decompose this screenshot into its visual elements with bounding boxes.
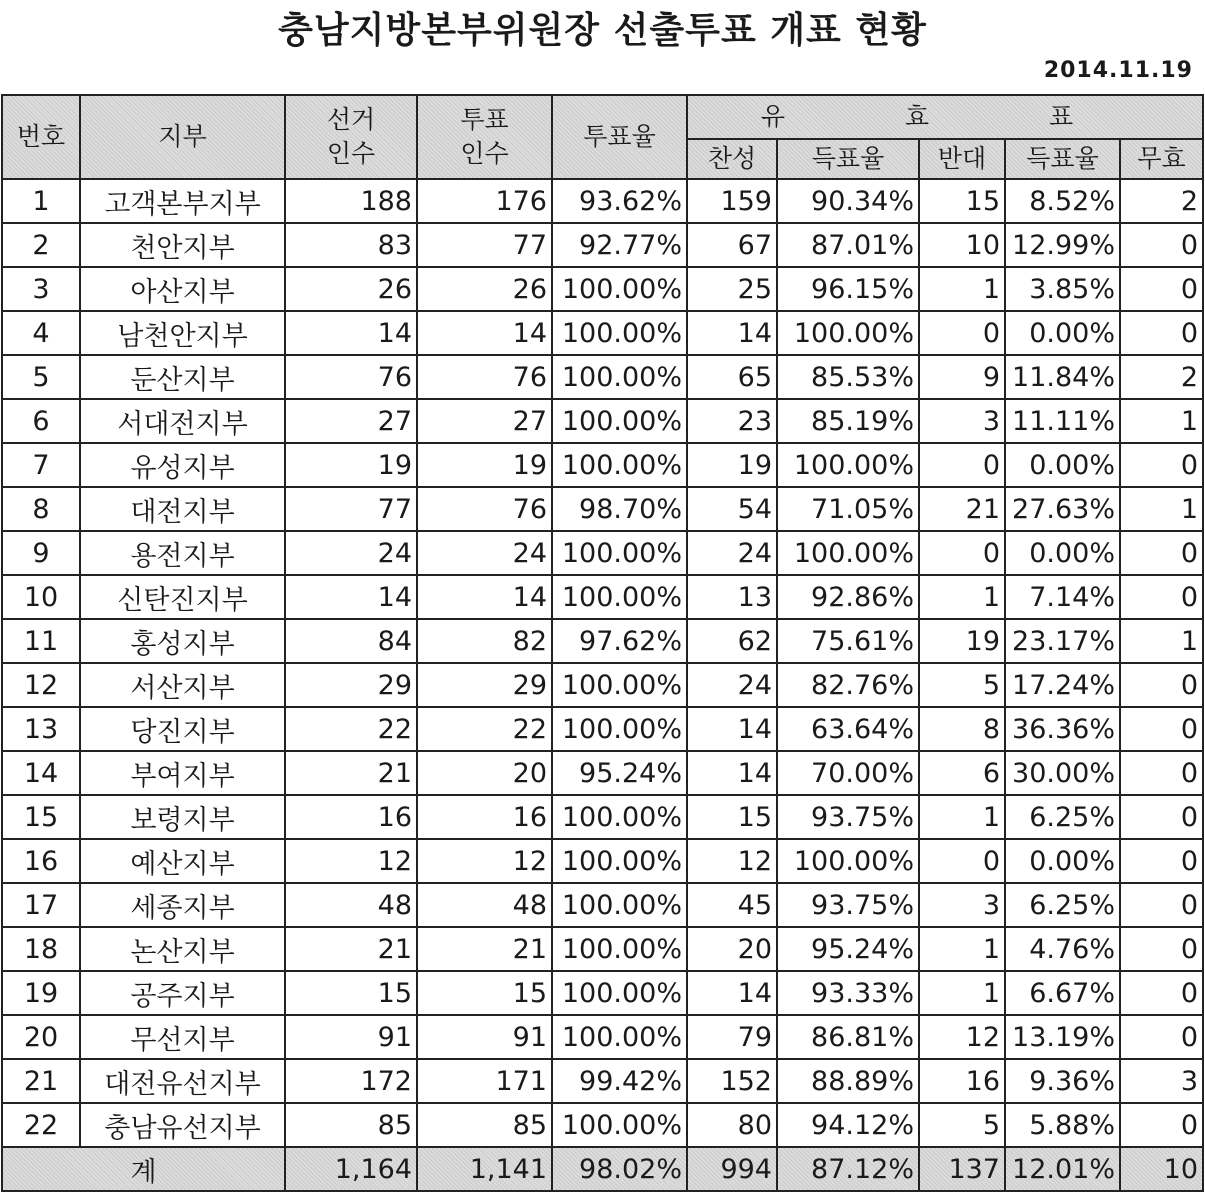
row-no-rate: 6.25% (1005, 795, 1120, 839)
row-no-vote: 5 (919, 663, 1005, 707)
row-no-vote: 3 (919, 883, 1005, 927)
table-row (2, 487, 1203, 531)
total-yes-rate: 87.12% (777, 1147, 919, 1191)
header-no: 번호 (2, 95, 80, 179)
row-voters: 76 (417, 355, 552, 399)
row-yes: 24 (687, 531, 777, 575)
row-branch: 대전유선지부 (80, 1059, 285, 1103)
row-no: 3 (2, 267, 80, 311)
row-turnout: 100.00% (552, 355, 687, 399)
row-turnout: 100.00% (552, 311, 687, 355)
row-voters: 14 (417, 311, 552, 355)
row-yes: 152 (687, 1059, 777, 1103)
row-yes-rate: 88.89% (777, 1059, 919, 1103)
row-branch: 둔산지부 (80, 355, 285, 399)
row-invalid: 2 (1120, 355, 1203, 399)
table-row (2, 795, 1203, 839)
table-row (2, 399, 1203, 443)
row-branch: 공주지부 (80, 971, 285, 1015)
row-invalid: 0 (1120, 663, 1203, 707)
row-yes: 13 (687, 575, 777, 619)
report-date: 2014.11.19 (1043, 58, 1193, 83)
row-electorate: 85 (285, 1103, 417, 1147)
table-row (2, 267, 1203, 311)
header-branch: 지부 (80, 95, 285, 179)
header-yes-rate: 득표율 (777, 139, 919, 179)
row-no-rate: 11.84% (1005, 355, 1120, 399)
row-voters: 16 (417, 795, 552, 839)
row-yes-rate: 93.75% (777, 883, 919, 927)
row-no-vote: 1 (919, 971, 1005, 1015)
row-electorate: 91 (285, 1015, 417, 1059)
row-branch: 당진지부 (80, 707, 285, 751)
row-yes: 14 (687, 311, 777, 355)
row-no-rate: 12.99% (1005, 223, 1120, 267)
row-no: 14 (2, 751, 80, 795)
row-branch: 신탄진지부 (80, 575, 285, 619)
header-no-rate: 득표율 (1005, 139, 1120, 179)
table-row (2, 355, 1203, 399)
row-yes: 19 (687, 443, 777, 487)
row-invalid: 0 (1120, 575, 1203, 619)
row-turnout: 100.00% (552, 399, 687, 443)
row-branch: 예산지부 (80, 839, 285, 883)
row-yes-rate: 75.61% (777, 619, 919, 663)
row-branch: 서산지부 (80, 663, 285, 707)
row-no: 13 (2, 707, 80, 751)
row-invalid: 0 (1120, 223, 1203, 267)
row-no-vote: 8 (919, 707, 1005, 751)
total-electorate: 1,164 (285, 1147, 417, 1191)
row-branch: 충남유선지부 (80, 1103, 285, 1147)
row-branch: 논산지부 (80, 927, 285, 971)
row-no-rate: 36.36% (1005, 707, 1120, 751)
row-electorate: 77 (285, 487, 417, 531)
row-yes-rate: 63.64% (777, 707, 919, 751)
row-yes: 65 (687, 355, 777, 399)
row-electorate: 14 (285, 311, 417, 355)
row-electorate: 15 (285, 971, 417, 1015)
total-yes: 994 (687, 1147, 777, 1191)
row-invalid: 1 (1120, 399, 1203, 443)
row-no-vote: 1 (919, 927, 1005, 971)
row-no-vote: 12 (919, 1015, 1005, 1059)
row-no-vote: 0 (919, 531, 1005, 575)
row-yes: 12 (687, 839, 777, 883)
row-branch: 용전지부 (80, 531, 285, 575)
row-turnout: 99.42% (552, 1059, 687, 1103)
header-turnout: 투표율 (552, 95, 687, 179)
header-no-vote: 반대 (919, 139, 1005, 179)
row-yes-rate: 93.33% (777, 971, 919, 1015)
row-no-vote: 21 (919, 487, 1005, 531)
row-yes-rate: 93.75% (777, 795, 919, 839)
row-yes: 25 (687, 267, 777, 311)
row-invalid: 0 (1120, 267, 1203, 311)
row-no: 9 (2, 531, 80, 575)
header-voters (417, 95, 552, 179)
table-row (2, 971, 1203, 1015)
row-no-rate: 27.63% (1005, 487, 1120, 531)
row-turnout: 95.24% (552, 751, 687, 795)
row-invalid: 2 (1120, 179, 1203, 223)
total-invalid: 10 (1120, 1147, 1203, 1191)
row-yes: 14 (687, 751, 777, 795)
row-turnout: 93.62% (552, 179, 687, 223)
row-no: 21 (2, 1059, 80, 1103)
row-yes-rate: 100.00% (777, 531, 919, 575)
row-yes-rate: 70.00% (777, 751, 919, 795)
row-branch: 서대전지부 (80, 399, 285, 443)
row-no: 10 (2, 575, 80, 619)
row-invalid: 0 (1120, 311, 1203, 355)
header-electorate (285, 95, 417, 179)
table-row (2, 663, 1203, 707)
total-label: 계 (2, 1147, 285, 1191)
row-voters: 19 (417, 443, 552, 487)
row-no-vote: 1 (919, 795, 1005, 839)
row-branch: 아산지부 (80, 267, 285, 311)
header-invalid: 무효 (1120, 139, 1203, 179)
row-turnout: 100.00% (552, 927, 687, 971)
row-no: 2 (2, 223, 80, 267)
row-yes: 14 (687, 707, 777, 751)
row-branch: 무선지부 (80, 1015, 285, 1059)
row-no-vote: 19 (919, 619, 1005, 663)
row-no-vote: 1 (919, 267, 1005, 311)
row-no: 7 (2, 443, 80, 487)
row-voters: 22 (417, 707, 552, 751)
row-yes-rate: 82.76% (777, 663, 919, 707)
row-yes-rate: 87.01% (777, 223, 919, 267)
row-no-vote: 16 (919, 1059, 1005, 1103)
row-electorate: 29 (285, 663, 417, 707)
row-invalid: 0 (1120, 1103, 1203, 1147)
row-voters: 20 (417, 751, 552, 795)
row-no: 18 (2, 927, 80, 971)
row-yes: 79 (687, 1015, 777, 1059)
row-yes-rate: 94.12% (777, 1103, 919, 1147)
row-invalid: 1 (1120, 619, 1203, 663)
row-no-vote: 3 (919, 399, 1005, 443)
row-electorate: 19 (285, 443, 417, 487)
row-no: 8 (2, 487, 80, 531)
row-turnout: 100.00% (552, 1015, 687, 1059)
row-electorate: 84 (285, 619, 417, 663)
row-no: 20 (2, 1015, 80, 1059)
row-no: 16 (2, 839, 80, 883)
row-no-rate: 0.00% (1005, 311, 1120, 355)
table-row (2, 619, 1203, 663)
row-no-rate: 0.00% (1005, 839, 1120, 883)
row-invalid: 0 (1120, 751, 1203, 795)
row-no-vote: 1 (919, 575, 1005, 619)
row-branch: 유성지부 (80, 443, 285, 487)
row-no-vote: 0 (919, 311, 1005, 355)
row-yes-rate: 86.81% (777, 1015, 919, 1059)
row-electorate: 16 (285, 795, 417, 839)
row-yes-rate: 90.34% (777, 179, 919, 223)
row-voters: 82 (417, 619, 552, 663)
row-voters: 91 (417, 1015, 552, 1059)
row-voters: 85 (417, 1103, 552, 1147)
row-turnout: 100.00% (552, 971, 687, 1015)
table-row (2, 751, 1203, 795)
row-electorate: 76 (285, 355, 417, 399)
row-electorate: 22 (285, 707, 417, 751)
row-voters: 15 (417, 971, 552, 1015)
row-turnout: 100.00% (552, 883, 687, 927)
row-no: 11 (2, 619, 80, 663)
row-no-vote: 0 (919, 839, 1005, 883)
row-voters: 27 (417, 399, 552, 443)
table-row (2, 311, 1203, 355)
row-voters: 48 (417, 883, 552, 927)
row-yes-rate: 100.00% (777, 839, 919, 883)
row-no-rate: 3.85% (1005, 267, 1120, 311)
row-electorate: 21 (285, 751, 417, 795)
row-invalid: 0 (1120, 795, 1203, 839)
row-yes-rate: 100.00% (777, 311, 919, 355)
row-turnout: 100.00% (552, 575, 687, 619)
table-row (2, 223, 1203, 267)
row-branch: 남천안지부 (80, 311, 285, 355)
table-row (2, 1103, 1203, 1147)
row-voters: 76 (417, 487, 552, 531)
row-no-rate: 0.00% (1005, 443, 1120, 487)
row-turnout: 92.77% (552, 223, 687, 267)
row-branch: 보령지부 (80, 795, 285, 839)
vote-count-table (1, 94, 1204, 1192)
row-voters: 171 (417, 1059, 552, 1103)
row-electorate: 24 (285, 531, 417, 575)
row-no-vote: 10 (919, 223, 1005, 267)
row-voters: 24 (417, 531, 552, 575)
row-no: 4 (2, 311, 80, 355)
row-invalid: 0 (1120, 839, 1203, 883)
row-branch: 천안지부 (80, 223, 285, 267)
table-row (2, 575, 1203, 619)
row-no-rate: 11.11% (1005, 399, 1120, 443)
row-electorate: 172 (285, 1059, 417, 1103)
row-yes: 159 (687, 179, 777, 223)
row-no-rate: 23.17% (1005, 619, 1120, 663)
row-yes: 80 (687, 1103, 777, 1147)
row-no-rate: 30.00% (1005, 751, 1120, 795)
row-voters: 14 (417, 575, 552, 619)
row-yes: 23 (687, 399, 777, 443)
row-no: 1 (2, 179, 80, 223)
row-electorate: 21 (285, 927, 417, 971)
row-no-rate: 7.14% (1005, 575, 1120, 619)
row-no-rate: 0.00% (1005, 531, 1120, 575)
total-turnout: 98.02% (552, 1147, 687, 1191)
row-invalid: 0 (1120, 443, 1203, 487)
row-no-rate: 9.36% (1005, 1059, 1120, 1103)
table-body (2, 179, 1203, 1147)
row-branch: 홍성지부 (80, 619, 285, 663)
row-turnout: 100.00% (552, 795, 687, 839)
table-row (2, 839, 1203, 883)
total-voters: 1,141 (417, 1147, 552, 1191)
row-no-vote: 9 (919, 355, 1005, 399)
row-invalid: 0 (1120, 707, 1203, 751)
table-row (2, 1015, 1203, 1059)
row-no-rate: 4.76% (1005, 927, 1120, 971)
row-yes-rate: 100.00% (777, 443, 919, 487)
row-yes: 20 (687, 927, 777, 971)
row-electorate: 188 (285, 179, 417, 223)
row-yes: 45 (687, 883, 777, 927)
row-no: 5 (2, 355, 80, 399)
row-branch: 세종지부 (80, 883, 285, 927)
table-row (2, 1059, 1203, 1103)
row-turnout: 100.00% (552, 839, 687, 883)
row-turnout: 100.00% (552, 707, 687, 751)
row-invalid: 0 (1120, 883, 1203, 927)
row-electorate: 27 (285, 399, 417, 443)
row-no-rate: 8.52% (1005, 179, 1120, 223)
row-no-vote: 15 (919, 179, 1005, 223)
row-no: 15 (2, 795, 80, 839)
header-valid-votes: 유 효 표 (687, 95, 1203, 139)
row-turnout: 98.70% (552, 487, 687, 531)
row-turnout: 100.00% (552, 1103, 687, 1147)
row-turnout: 100.00% (552, 267, 687, 311)
row-yes-rate: 85.53% (777, 355, 919, 399)
row-voters: 26 (417, 267, 552, 311)
row-voters: 12 (417, 839, 552, 883)
row-no: 12 (2, 663, 80, 707)
row-no: 19 (2, 971, 80, 1015)
row-invalid: 0 (1120, 927, 1203, 971)
row-electorate: 48 (285, 883, 417, 927)
table-row (2, 531, 1203, 575)
row-no: 22 (2, 1103, 80, 1147)
row-no-rate: 6.67% (1005, 971, 1120, 1015)
header-electorate-bottom: 인수 (326, 139, 376, 168)
row-no-rate: 6.25% (1005, 883, 1120, 927)
row-branch: 대전지부 (80, 487, 285, 531)
header-yes: 찬성 (687, 139, 777, 179)
table-row (2, 883, 1203, 927)
table-row (2, 443, 1203, 487)
row-invalid: 1 (1120, 487, 1203, 531)
row-turnout: 100.00% (552, 663, 687, 707)
row-no-rate: 17.24% (1005, 663, 1120, 707)
row-yes: 14 (687, 971, 777, 1015)
row-electorate: 12 (285, 839, 417, 883)
row-voters: 21 (417, 927, 552, 971)
table-row (2, 927, 1203, 971)
row-yes-rate: 95.24% (777, 927, 919, 971)
row-yes: 15 (687, 795, 777, 839)
row-invalid: 3 (1120, 1059, 1203, 1103)
table-row (2, 707, 1203, 751)
row-no-vote: 6 (919, 751, 1005, 795)
header-voters-bottom: 인수 (460, 139, 509, 168)
row-turnout: 100.00% (552, 443, 687, 487)
header-electorate-top: 선거 (326, 105, 376, 135)
row-voters: 29 (417, 663, 552, 707)
row-no-rate: 5.88% (1005, 1103, 1120, 1147)
row-electorate: 26 (285, 267, 417, 311)
row-yes: 54 (687, 487, 777, 531)
row-electorate: 14 (285, 575, 417, 619)
row-voters: 176 (417, 179, 552, 223)
total-row (2, 1147, 1203, 1191)
row-branch: 고객본부지부 (80, 179, 285, 223)
total-no-rate: 12.01% (1005, 1147, 1120, 1191)
row-invalid: 0 (1120, 971, 1203, 1015)
page-title: 충남지방본부위원장 선출투표 개표 현황 (278, 10, 927, 51)
row-yes: 24 (687, 663, 777, 707)
row-yes-rate: 92.86% (777, 575, 919, 619)
table-row (2, 179, 1203, 223)
row-no: 6 (2, 399, 80, 443)
row-turnout: 100.00% (552, 531, 687, 575)
row-no-vote: 5 (919, 1103, 1005, 1147)
row-no-rate: 13.19% (1005, 1015, 1120, 1059)
row-yes-rate: 96.15% (777, 267, 919, 311)
row-yes: 67 (687, 223, 777, 267)
row-invalid: 0 (1120, 1015, 1203, 1059)
total-no-vote: 137 (919, 1147, 1005, 1191)
row-yes-rate: 85.19% (777, 399, 919, 443)
row-voters: 77 (417, 223, 552, 267)
row-no: 17 (2, 883, 80, 927)
row-no-vote: 0 (919, 443, 1005, 487)
header-voters-top: 투표 (460, 105, 509, 135)
row-turnout: 97.62% (552, 619, 687, 663)
row-branch: 부여지부 (80, 751, 285, 795)
row-invalid: 0 (1120, 531, 1203, 575)
row-electorate: 83 (285, 223, 417, 267)
row-yes: 62 (687, 619, 777, 663)
row-yes-rate: 71.05% (777, 487, 919, 531)
